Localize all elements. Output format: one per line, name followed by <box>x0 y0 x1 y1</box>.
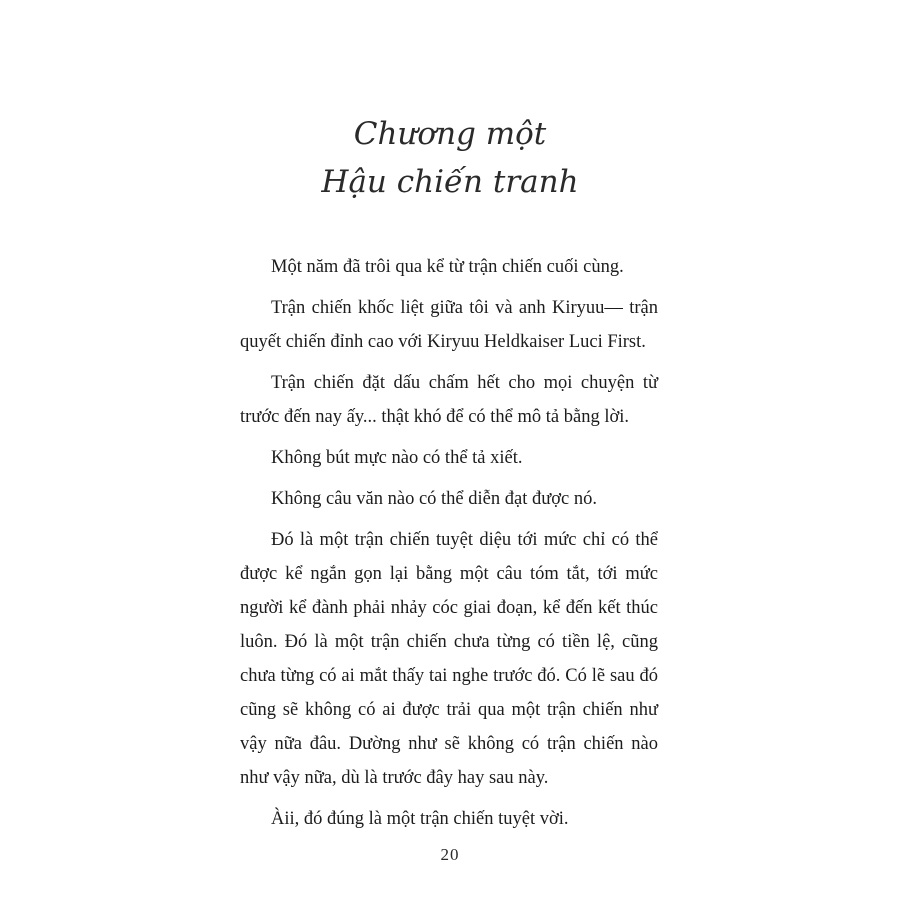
paragraph: Một năm đã trôi qua kể từ trận chiến cuối cùng. <box>271 257 624 277</box>
paragraph: Trận chiến đặt dấu chấm hết cho mọi chuyện từ trước đến nay ấy... thật khó để có thể mô tả bằng lời. <box>240 373 658 427</box>
chapter-heading <box>0 110 900 206</box>
paragraph: Đó là một trận chiến tuyệt diệu tới mức chỉ có thể được kể ngắn gọn lại bằng một câu tóm tắt, tới mức người kể đành phải nhảy cóc giai đoạn, kể đến kết thúc luôn. Đó là một trận chiến chưa từng có tiền lệ, cũng chưa từng có ai mắt thấy tai nghe trước đó. Có lẽ sau đó cũng sẽ không có ai được trải qua một trận chiến như vậy nữa đâu. Dường như sẽ không có trận chiến nào như vậy nữa, dù là trước đây hay sau này. <box>240 530 658 788</box>
chapter-title: Hậu chiến tranh <box>321 164 579 200</box>
paragraph: Không câu văn nào có thể diễn đạt được nó. <box>271 489 597 509</box>
chapter-number: Chương một <box>353 116 547 152</box>
paragraph: Trận chiến khốc liệt giữa tôi và anh Kiryuu— trận quyết chiến đỉnh cao với Kiryuu Heldkaiser Luci First. <box>240 298 658 352</box>
page-number: 20 <box>440 845 460 864</box>
paragraph: Không bút mực nào có thể tả xiết. <box>271 448 523 468</box>
paragraph: Àii, đó đúng là một trận chiến tuyệt vời. <box>271 809 569 829</box>
chapter-body <box>240 250 658 836</box>
